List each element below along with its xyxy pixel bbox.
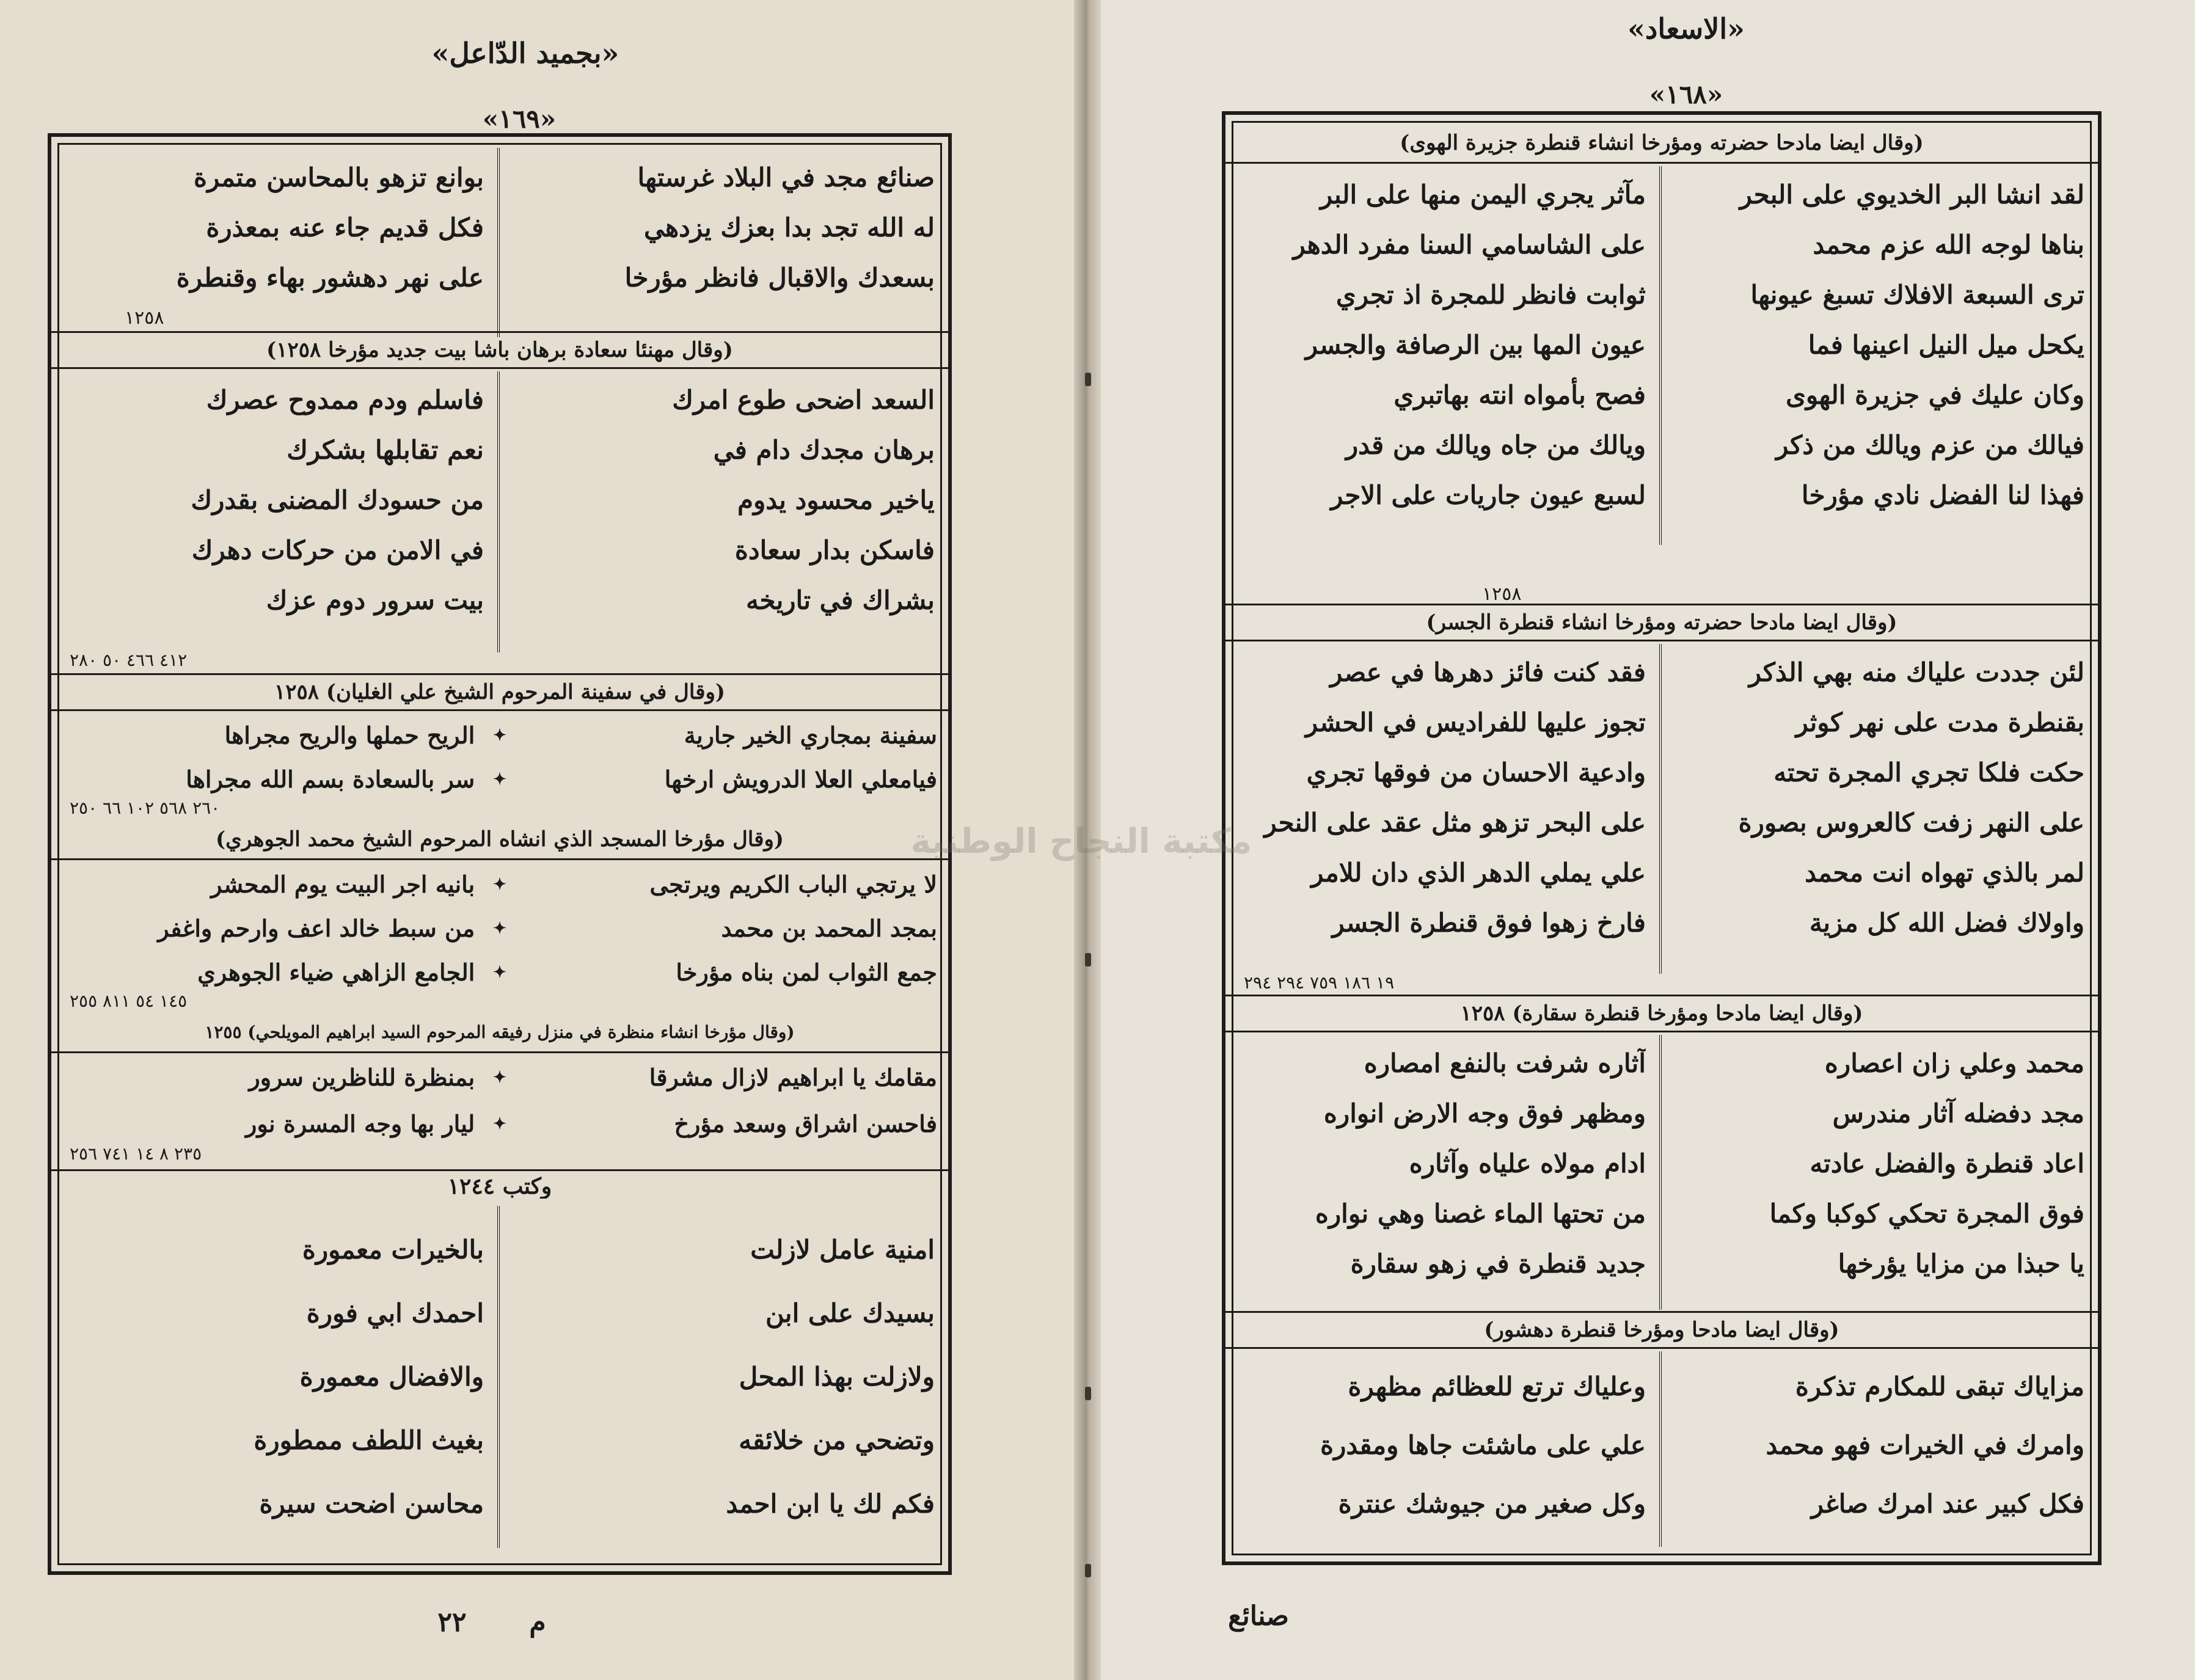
star-separator-icon: ✦ [493, 919, 506, 938]
abjad-numbers: ٤١٢ ٤٦٦ ٥٠ ٢٨٠ [70, 651, 188, 670]
verse-line: على البحر تزهو مثل عقد على النحر [1264, 808, 1646, 838]
abjad-numbers: ١٤٥ ٥٤ ٨١١ ٢٥٥ [70, 992, 188, 1011]
verse-column-right [500, 371, 948, 652]
verse-line: من تحتها الماء غصنا وهي نواره [1315, 1199, 1646, 1229]
left-section-3 [51, 371, 948, 652]
verse-column-right [1662, 1351, 2098, 1547]
abjad-numbers: ٢٦٠ ٥٦٨ ١٠٢ ٦٦ ٢٥٠ [70, 799, 221, 818]
hemistich-first: فاحسن اشراق وسعد مؤرخ [674, 1110, 937, 1138]
verse-line: حكت فلكا تجري المجرة تحته [1773, 758, 2084, 787]
binding-thread [1085, 1387, 1091, 1400]
hemistich-second: ليار بها وجه المسرة نور [246, 1110, 475, 1138]
poem-heading: (وقال ايضا مادحا ومؤرخا قنطرة سقارة) ١٢٥٨ [1225, 995, 2098, 1032]
right-running-head: «الاسعاد» [1627, 12, 1745, 45]
hemistich-first: بمجد المحمد بن محمد [721, 915, 937, 942]
right-section-7 [1225, 1351, 2098, 1547]
verse-column-left [1225, 1351, 1662, 1547]
verse-line: مزاياك تبقى للمكارم تذكرة [1795, 1371, 2084, 1401]
verse-line: ادام مولاه علياه وآثاره [1409, 1149, 1646, 1178]
verse-line: مآثر يجري اليمن منها على البر [1320, 180, 1646, 210]
verse-column-right [1662, 644, 2098, 974]
hemistich-second: من سبط خالد اعف وارحم واغفر [158, 915, 475, 942]
hemistich-second: بانيه اجر البيت يوم المحشر [211, 871, 475, 898]
verse-line: فكل كبير عند امرك صاغر [1811, 1489, 2084, 1519]
verse-line: لسبع عيون جاريات على الاجر [1331, 480, 1646, 510]
right-page-frame [1222, 111, 2102, 1565]
verse-line: فقد كنت فائز دهرها في عصر [1330, 657, 1646, 687]
verse-line: اعاد قنطرة والفضل عادته [1810, 1149, 2084, 1178]
verse-line: على الشاسامي السنا مفرد الدهر [1293, 230, 1646, 260]
section-label: وكتب ١٢٤٤ [447, 1174, 552, 1199]
verse-column-left [1225, 166, 1662, 545]
verse-line: احمدك ابي فورة [306, 1298, 484, 1328]
verse-line: وكل صغير من جيوشك عنترة [1338, 1489, 1646, 1519]
verse-line: فكل قديم جاء عنه بمعذرة [206, 213, 484, 243]
verse-column-left [1225, 644, 1662, 974]
verse-line: ويالك من جاه ويالك من قدر [1345, 430, 1646, 460]
binding-thread [1085, 1564, 1091, 1577]
verse-line: نعم تقابلها بشكرك [287, 435, 484, 465]
hemistich-first: جمع الثواب لمن بناه مؤرخا [676, 959, 937, 986]
poem-heading: (وقال مؤرخا المسجد الذي انشاه المرحوم الشيخ محمد الجوهري) [51, 822, 948, 860]
poem-heading: (وقال مؤرخا انشاء منظرة في منزل رفيقه المرحوم السيد ابراهيم المويلحي) ١٢٥٥ [51, 1015, 948, 1053]
star-separator-icon: ✦ [493, 770, 506, 789]
verse-line: بناها لوجه الله عزم محمد [1813, 230, 2084, 260]
verse-line: واولاك فضل الله كل مزية [1809, 908, 2084, 938]
signature-mark: م [529, 1607, 546, 1638]
verse-line: والافضال معمورة [299, 1362, 484, 1392]
hemistich-first: سفينة بمجاري الخير جارية [684, 721, 937, 749]
verse-line: بشراك في تاريخه [745, 585, 935, 615]
verse-line: فصح بأمواه انته بهاتبري [1393, 380, 1646, 410]
signature-number: ٢٢ [437, 1607, 467, 1638]
right-section-5 [1225, 1035, 2098, 1310]
verse-column-right [1662, 1035, 2098, 1310]
verse-line: بوانع تزهو بالمحاسن متمرة [194, 163, 484, 192]
verse-row [51, 866, 948, 903]
verse-line: محمد وعلي زان اعصاره [1824, 1048, 2084, 1078]
verse-line: ثوابت فانظر للمجرة اذ تجري [1335, 280, 1646, 310]
verse-column-right [500, 1206, 948, 1548]
verse-column-left [51, 1206, 500, 1548]
hemistich-first: لا يرتجي الباب الكريم ويرتجى [649, 871, 937, 898]
year-date: ١٢٥٨ [1482, 585, 1522, 604]
hemistich-second: الجامع الزاهي ضياء الجوهري [197, 959, 475, 986]
verse-line: في الامن من حركات دهرك [191, 535, 484, 565]
verse-line: فكم لك يا ابن احمد [726, 1489, 935, 1519]
verse-line: وادعية الاحسان من فوقها تجري [1306, 758, 1646, 787]
verse-column-right [1662, 166, 2098, 545]
verse-line: لمر بالذي تهواه انت محمد [1805, 858, 2084, 888]
verse-line: بغيث اللطف ممطورة [254, 1425, 484, 1455]
verse-line: بقنطرة مدت على نهر كوثر [1795, 707, 2084, 737]
verse-line: فاسلم ودم ممدوح عصرك [206, 385, 484, 415]
verse-line: آثاره شرفت بالنفع امصاره [1364, 1048, 1646, 1078]
right-section-3 [1225, 644, 2098, 974]
verse-column-left [51, 371, 500, 652]
verse-line: بالخيرات معمورة [302, 1235, 484, 1265]
star-separator-icon: ✦ [493, 963, 506, 982]
left-section-10 [51, 1206, 948, 1548]
verse-line: محاسن اضحت سيرة [259, 1489, 484, 1519]
verse-line: بسعدك والاقبال فانظر مؤرخا [624, 263, 935, 293]
verse-line: وكان عليك في جزيرة الهوى [1786, 380, 2084, 410]
star-separator-icon: ✦ [493, 875, 506, 894]
verse-column-left [1225, 1035, 1662, 1310]
right-section-1 [1225, 166, 2098, 545]
verse-line: عيون المها بين الرصافة والجسر [1305, 330, 1646, 360]
verse-line: علي يملي الدهر الذي دان للامر [1311, 858, 1646, 888]
verse-line: وعلياك ترتع للعظائم مظهرة [1348, 1371, 1646, 1401]
verse-line: من حسودك المضنى بقدرك [191, 485, 484, 515]
left-running-head: «بجميد الدّاعل» [431, 37, 619, 70]
verse-line: على نهر دهشور بهاء وقنطرة [176, 263, 484, 293]
poem-heading: (وقال ايضا مادحا حضرته ومؤرخا انشاء قنطرة الجسر) [1225, 604, 2098, 641]
verse-line: ولازلت بهذا المحل [739, 1362, 935, 1392]
poem-heading: (وقال ايضا مادحا حضرته ومؤرخا انشاء قنطرة جزيرة الهوى) [1225, 126, 2098, 164]
hemistich-first: مقامك يا ابراهيم لازال مشرقا [649, 1064, 937, 1091]
verse-line: السعد اضحى طوع امرك [672, 385, 935, 415]
verse-line: فهذا لنا الفضل نادي مؤرخا [1801, 480, 2084, 510]
verse-line: ترى السبعة الافلاك تسبغ عيونها [1750, 280, 2084, 310]
verse-line: وامرك في الخيرات فهو محمد [1766, 1430, 2084, 1460]
year-date: ١٢٥٨ [125, 309, 164, 327]
hemistich-second: بمنظرة للناظرين سرور [249, 1064, 475, 1091]
left-page-frame [48, 133, 952, 1575]
poem-heading: (وقال مهنئا سعادة برهان باشا بيت جديد مؤرخا ١٢٥٨) [51, 331, 948, 369]
verse-row [51, 1106, 948, 1142]
binding-thread [1085, 953, 1091, 966]
abjad-numbers: ١٩ ١٨٦ ٧٥٩ ٢٩٤ ٢٩٤ [1244, 974, 1395, 993]
verse-line: برهان مجدك دام في [713, 435, 935, 465]
verse-line: جديد قنطرة في زهو سقارة [1350, 1249, 1646, 1279]
hemistich-second: الريح حملها والريح مجراها [224, 721, 475, 749]
verse-line: تجوز عليها للفراديس في الحشر [1305, 707, 1646, 737]
library-watermark: مكتبة النجاح الوطنية [910, 822, 1252, 861]
verse-line: يكحل ميل النيل اعينها فما [1808, 330, 2084, 360]
verse-row [51, 954, 948, 991]
verse-row [51, 1059, 948, 1096]
right-page-number: «١٦٨» [1649, 79, 1723, 109]
verse-line: ومظهر فوق وجه الارض انواره [1323, 1098, 1646, 1128]
star-separator-icon: ✦ [493, 1115, 506, 1133]
verse-line: على النهر زفت كالعروس بصورة [1738, 808, 2084, 838]
left-page-number: «١٦٩» [482, 104, 557, 134]
verse-line: مجد دفضله آثار مندرس [1832, 1098, 2084, 1128]
verse-line: لقد انشا البر الخديوي على البحر [1739, 180, 2084, 210]
hemistich-first: فيامعلي العلا الدرويش ارخها [664, 765, 937, 793]
catchword: صنائع [1228, 1601, 1289, 1632]
divider [51, 1169, 948, 1171]
verse-line: فوق المجرة تحكي كوكبا وكما [1769, 1199, 2084, 1229]
verse-line: له الله تجد بدا بعزك يزدهي [643, 213, 935, 243]
verse-line: بسيدك على ابن [765, 1298, 935, 1328]
verse-row [51, 910, 948, 947]
verse-line: فاسكن بدار سعادة [734, 535, 935, 565]
poem-heading: (وقال ايضا مادحا ومؤرخا قنطرة دهشور) [1225, 1311, 2098, 1349]
verse-line: وتضحي من خلائقه [739, 1425, 935, 1455]
abjad-numbers: ٢٣٥ ٨ ١٤ ٧٤١ ٢٥٦ [70, 1145, 202, 1164]
poem-heading: (وقال في سفينة المرحوم الشيخ علي الغليان) ١٢٥٨ [51, 673, 948, 711]
star-separator-icon: ✦ [493, 1068, 506, 1087]
star-separator-icon: ✦ [493, 726, 506, 745]
verse-line: علي على ماشئت جاها ومقدرة [1320, 1430, 1646, 1460]
verse-line: فيالك من عزم ويالك من ذكر [1776, 430, 2084, 460]
verse-line: امنية عامل لازلت [750, 1235, 935, 1265]
verse-line: لئن جددت علياك منه بهي الذكر [1748, 657, 2084, 687]
verse-line: بيت سرور دوم عزك [266, 585, 484, 615]
binding-thread [1085, 373, 1091, 386]
verse-row [51, 761, 948, 798]
verse-line: يا حبذا من مزايا يؤرخها [1838, 1249, 2084, 1279]
verse-row [51, 717, 948, 754]
verse-line: صنائع مجد في البلاد غرستها [637, 163, 935, 192]
verse-line: ياخير محسود يدوم [737, 485, 935, 515]
hemistich-second: سر بالسعادة بسم الله مجراها [186, 765, 475, 793]
verse-line: فارخ زهوا فوق قنطرة الجسر [1332, 908, 1646, 938]
